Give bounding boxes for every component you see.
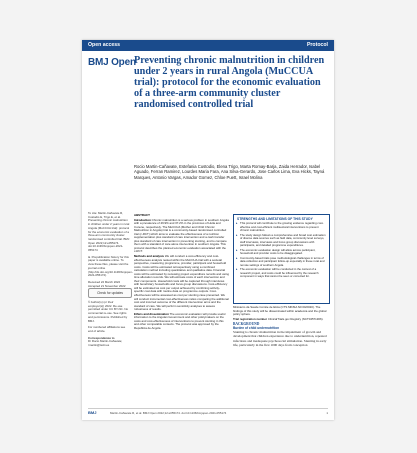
trial-text[interactable]: ClinicalTrials.gov Registry (NCT04571306). xyxy=(267,316,324,321)
burden-heading: Burden of child undernutrition xyxy=(233,325,280,330)
sidebar-lower xyxy=(88,301,130,351)
check-label: Check for updates xyxy=(97,291,123,295)
methods-label: Methods and analysis xyxy=(134,254,165,259)
intro-text: Chronic malnutrition is a serious problem in southern Angola with a prevalence of 49.9% and 37.2% in the provinces of Huila and Cunene, respectively. The MuCCUA (Mother and Child Chronic Malnutrition in Angola) trial is a community-based randomised controlled trial (c-RCT) which aims to evaluate the effectiveness of a nutrition supplementation plus standard of care intervention and a cash transfer plus standard of care intervention in preventing stunting, and to compare them with a standard of care alone intervention in southern Angola. This protocol describes the planned economic evaluation associated with the c-RCT. xyxy=(134,217,229,254)
page-footer xyxy=(88,408,328,417)
intro-label: Introduction xyxy=(134,217,151,222)
background-heading: BACKGROUND xyxy=(233,322,260,327)
open-access-label: Open access xyxy=(88,42,121,48)
strengths-limitations-box xyxy=(233,214,330,304)
strength-item: ▸ The economic evaluation design will allow across participant, household and provider costs to be disaggregated. xyxy=(240,249,326,256)
burden-text: Stunting is chronic malnutrition in the impairment of growth and development that children experience due to undernutrition, repeated infections and inadequate psychosocial stimulation. Stunting in early life, particularly in the first 1000 days from conception xyxy=(233,330,327,347)
strengths-heading: STRENGTHS AND LIMITATIONS OF THIS STUDY xyxy=(237,217,313,221)
ethics-label: Ethics and dissemination xyxy=(134,311,169,316)
footer-logo: BMJ xyxy=(88,410,97,415)
page-number: 1 xyxy=(326,411,328,415)
ministry-text: Ministerio da Saude Comite de Etica (CTS MINSA N0 00/2020). The findings of this study will be disseminated within academia and the global policy sphere. xyxy=(233,305,327,317)
trial-label: Trial registration number xyxy=(233,316,268,321)
strength-item: ▸ Community-based trials pose methodological challenges in terms of data collection and participant follow-up especially in these rural and remote settings of southern Angola. xyxy=(240,257,326,268)
methods-text: We will conduct a cost-efficiency and cost-effectiveness analysis nested within the MuCCUA trial with a societal perspective, measuring programme, provider, participant and household costs. Costs will be estimated retrospectively using a combined calculation method including quantitative and qualitative data. Financial costs will be estimated by reviewing project expenditure records and using time allocation records. We will estimate costs of each intervention and their components. Household costs will be captured through interviews with beneficiary households and focus group discussions. Cost-efficiency will be estimated as cost per output achieved by combining activity-specific cost data with routine data on programme outputs. Cost-effectiveness will be assessed as cost per stunting case prevented. We will conduct incremental cost-effectiveness ratios comparing the additional cost and incurred outcome of the different intervention arms and the standard of care. We will perform sensitivity analyses to assess robustness of results. xyxy=(134,254,229,312)
correspondence-label: Correspondence to xyxy=(88,335,115,340)
right-column-lower xyxy=(233,306,328,347)
author-list[interactable]: Rocio Martin-Cañavate, Estefania Custodio, Elena Trigo, Marta Romay-Barja, Zaida Herrador, Isabel Aguado, Ferran Ramirez, Lourdes Maria Fara, Ana Silva-Gerardo, Jose Carlos Lima, Eva Hicks, Tayná Marques, Antonio Vargas, Amador Gomez, Chloe Puett, Israel Molina xyxy=(134,164,325,180)
article-page xyxy=(82,40,334,420)
journal-logo: BMJ Open xyxy=(88,57,136,68)
strength-item: ▸ The study design follows a comprehensive and broad cost estimation of diverse data sources such as field data, community level surveys, staff interviews, interviews and focus group discussions with participants, and detailed programme expenditures. xyxy=(240,234,326,248)
citation-text: To cite: Martin-Cañavate R, Custodio E, Trigo E, et al. Preventing chronic malnutrition in children under 2 years in rural Angola (MuCCUA trial): protocol for the economic evaluation of a three-arm community cluster randomised controlled trial. BMJ Open 2022;12:e055174. doi:10.1136/bmjopen-2021-055174 xyxy=(88,211,130,253)
prepub-note[interactable]: ► Prepublication history for this paper is available online. To view these files, please visit the journal online (http://dx.doi.org/10.1136/bmjopen-2021-055174). xyxy=(88,254,133,278)
license-text: © Author(s) (or their employer(s)) 2022. Re-use permitted under CC BY-NC. No commercial re-use. See rights and permissions. Published by BMJ. xyxy=(88,300,129,323)
affiliations-note: For numbered affiliations see end of article. xyxy=(88,325,126,333)
abstract-heading: ABSTRACT xyxy=(134,213,150,217)
protocol-label: Protocol xyxy=(306,42,328,48)
ethics-text: The economic evaluation will provide useful information to the Angolan Government and other policymakers on the costs and cost-effectiveness of interventions to prevent stunting in this and other comparable contexts. The protocol was approved by the Republica de Angola xyxy=(134,311,226,330)
check-for-updates-button[interactable] xyxy=(88,288,132,298)
article-title: Preventing chronic malnutrition in children under 2 years in rural Angola (MuCCUA trial): protocol for the economic evaluation of a three-arm community cluster randomised controlled trial xyxy=(134,55,325,110)
footer-citation: Martin-Cañavate R, et al. BMJ Open 2022;12:e055174. doi:10.1136/bmjopen-2021-055174 xyxy=(110,411,227,415)
correspondence-text[interactable]: Dr Rocio Martin-Cañavate; rmartin@isciii.es xyxy=(88,339,123,348)
sidebar xyxy=(88,211,133,291)
strength-item: ▸ This protocol will contribute to the growing evidence regarding cost-effective and cost-efficient multisectoral interventions to prevent chronic malnutrition. xyxy=(240,222,326,233)
abstract xyxy=(134,214,229,332)
received-dates: Received 22 March 2022 Accepted 21 November 2022 xyxy=(88,279,126,288)
strength-item: ▸ The economic evaluation will be conducted in the context of a research project, and costs could be influenced by the research component in ways that cannot be seen or corrected for. xyxy=(240,268,326,279)
header-bar xyxy=(82,40,334,51)
